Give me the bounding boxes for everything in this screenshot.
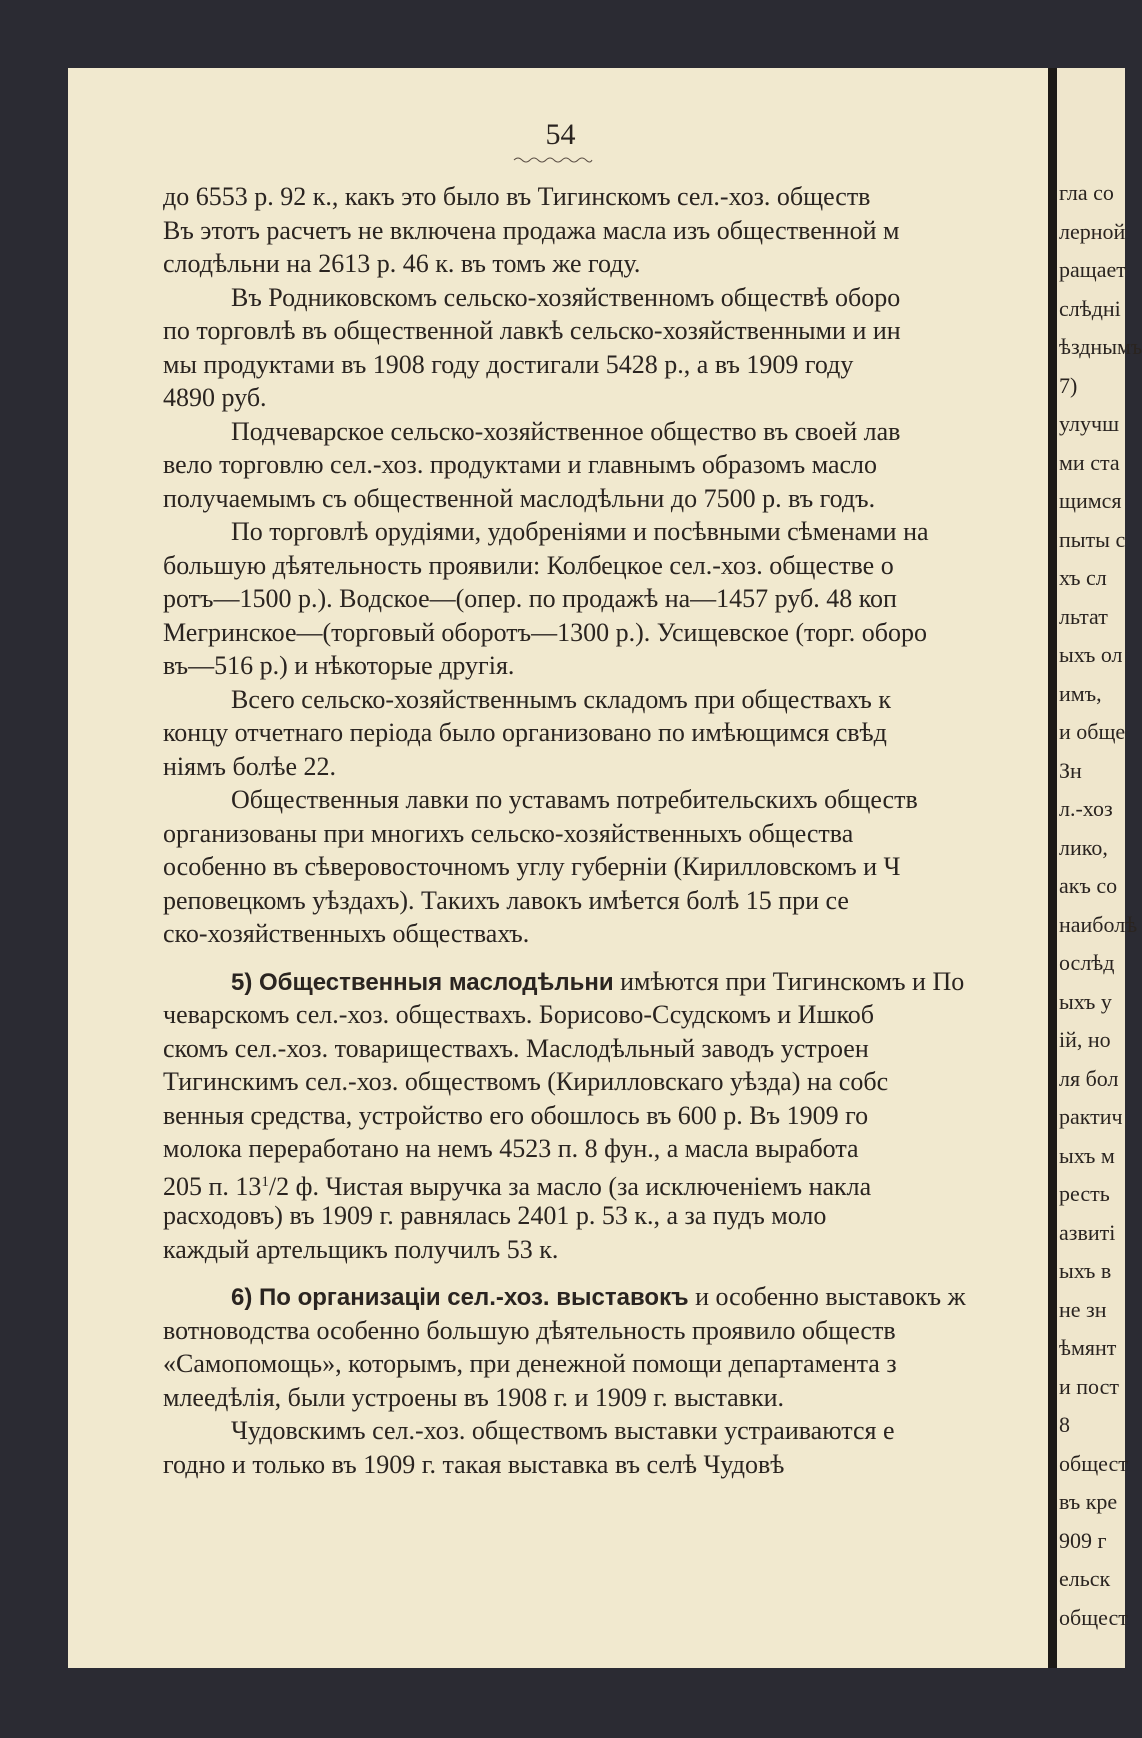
page-number: 54 xyxy=(545,118,576,151)
section-5-lines-2 xyxy=(163,1199,1043,1266)
text-line: каждый артельщикъ получилъ 53 к. xyxy=(163,1234,559,1264)
adjacent-page-fragment: рактич xyxy=(1059,1104,1123,1129)
adjacent-page-edge xyxy=(1057,68,1142,1668)
section-6-indent-lines xyxy=(163,1414,1043,1448)
adjacent-page-fragment: ресть xyxy=(1059,1181,1110,1206)
adjacent-page-fragment: гла со xyxy=(1059,180,1114,205)
adjacent-page-fragment: имъ, xyxy=(1059,680,1102,706)
adjacent-page-fragment: улучш xyxy=(1059,411,1120,436)
text-line: мы продуктами въ 1908 году достигали 5428 р., а въ 1909 году xyxy=(163,349,854,379)
adjacent-page-fragment: общест xyxy=(1059,1450,1128,1476)
adjacent-page-fragment: ыхъ м xyxy=(1059,1142,1115,1168)
adjacent-page-fragment: азвиті xyxy=(1059,1219,1116,1245)
text-line: скомъ сел.-хоз. товариществахъ. Маслодѣльный заводъ устроен xyxy=(163,1033,869,1063)
fraction-pre: 205 п. 13 xyxy=(163,1171,262,1201)
adjacent-page-fragment: общест xyxy=(1059,1604,1128,1630)
adjacent-page-fragment: Зн xyxy=(1059,757,1082,783)
book-spine xyxy=(1048,68,1057,1668)
text-line: до 6553 р. 92 к., какъ это было въ Тигинскомъ сел.-хоз. обществ xyxy=(163,182,871,211)
text-line: Подчеварское сельско-хозяйственное общество въ своей лав xyxy=(231,416,901,446)
fraction-sup: 1 xyxy=(261,1173,269,1190)
text-line: слодѣльни на 2613 р. 46 к. въ томъ же году. xyxy=(163,249,641,278)
text-line: въ—516 р.) и нѣкоторые другія. xyxy=(163,651,515,680)
text-line: венныя средства, устройство его обошлось въ 600 р. Въ 1909 го xyxy=(163,1100,869,1130)
adjacent-page-fragment: слѣдні xyxy=(1059,295,1121,321)
adjacent-page-fragment: ѣзднымъ xyxy=(1059,334,1142,359)
text-line: концу отчетнаго періода было организовано по имѣющимся свѣд xyxy=(163,718,887,747)
adjacent-page-fragment: л.-хоз xyxy=(1059,796,1113,821)
text-line: по торговлѣ въ общественной лавкѣ сельско-хозяйственными и ин xyxy=(163,316,901,345)
adjacent-page-fragment: и обще xyxy=(1059,719,1126,744)
adjacent-page-fragment: ыхъ в xyxy=(1059,1258,1112,1283)
adjacent-page-fragment: въ кре xyxy=(1059,1489,1118,1514)
text-line: расходовъ) въ 1909 г. равнялась 2401 р. 53 к., а за пудъ моло xyxy=(163,1201,827,1230)
section-5-first-line xyxy=(163,965,1043,999)
text-line: получаемымъ съ общественной маслодѣльни до 7500 р. въ годъ. xyxy=(163,483,876,513)
section-5-lines xyxy=(163,998,1043,1166)
adjacent-page-fragment: щимся xyxy=(1059,488,1122,513)
adjacent-page-fragment: хъ сл xyxy=(1059,565,1107,590)
text-line: организованы при многихъ сельско-хозяйственныхъ общества xyxy=(163,818,854,848)
adjacent-page-fragment: ѣмянт xyxy=(1059,1335,1117,1360)
text-line: Чудовскимъ сел.-хоз. обществомъ выставки устраиваются е xyxy=(231,1416,895,1445)
section-6-first-rest: и особенно выставокъ ж xyxy=(688,1282,966,1311)
text-line: Въ Родниковскомъ сельско-хозяйственномъ обществѣ оборо xyxy=(231,282,901,312)
text-line: ніямъ болѣе 22. xyxy=(163,751,337,781)
text-line: 4890 руб. xyxy=(163,383,267,412)
adjacent-page-fragment: ельск xyxy=(1059,1566,1111,1591)
section-6-heading: 6) По организаціи сел.-хоз. выставокъ xyxy=(231,1284,689,1311)
text-line: вело торговлю сел.-хоз. продуктами и главнымъ образомъ масло xyxy=(163,450,878,479)
adjacent-page-fragment: 909 г xyxy=(1059,1527,1107,1553)
adjacent-page-fragment: 7) xyxy=(1059,372,1078,398)
text-line: годно и только въ 1909 г. такая выставка въ селѣ Чудовѣ xyxy=(163,1449,785,1479)
text-line: Общественныя лавки по уставамъ потребительскихъ обществ xyxy=(231,785,918,814)
fraction-post: /2 ф. Чистая выручка за масло (за исключеніемъ накла xyxy=(268,1171,872,1201)
text-line: молока переработано на немъ 4523 п. 8 фун., а масла выработа xyxy=(163,1134,859,1163)
section-gap-2 xyxy=(163,1266,1043,1280)
adjacent-page-fragment: ля бол xyxy=(1059,1065,1119,1091)
adjacent-page-fragment: наиболѣ xyxy=(1059,911,1138,937)
text-line: ско-хозяйственныхъ обществахъ. xyxy=(163,919,530,948)
text-line: млеедѣлія, были устроены въ 1908 г. и 1909 г. выставки. xyxy=(163,1382,784,1412)
adjacent-page-fragment: ій, но xyxy=(1059,1027,1111,1052)
adjacent-page-fragment: лико, xyxy=(1059,834,1108,860)
text-line: Тигинскимъ сел.-хоз. обществомъ (Кирилловскаго уѣзда) на собс xyxy=(163,1067,889,1096)
text-line: чеварскомъ сел.-хоз. обществахъ. Борисово-Ссудскомъ и Ишкоб xyxy=(163,1000,875,1029)
text-line: По торговлѣ орудіями, удобреніями и посѣвными сѣменами на xyxy=(231,517,929,546)
section-6-lines xyxy=(163,1314,1043,1415)
ornament-squiggle-icon xyxy=(514,156,592,164)
adjacent-page-fragment: ми ста xyxy=(1059,449,1120,475)
text-line: реповецкомъ уѣздахъ). Такихъ лавокъ имѣется болѣ 15 при се xyxy=(163,885,849,915)
adjacent-page-fragment: акъ со xyxy=(1059,873,1118,898)
text-line: Мегринское—(торговый оборотъ—1300 р.). Усищевское (торг. оборо xyxy=(163,617,927,647)
section-5-fraction-line xyxy=(163,1166,1043,1200)
adjacent-page-fragment: ыхъ у xyxy=(1059,988,1112,1014)
adjacent-page-fragment: льтат xyxy=(1059,603,1108,629)
paragraph-block xyxy=(163,180,1043,951)
text-line: большую дѣятельность проявили: Колбецкое сел.-хоз. обществе о xyxy=(163,550,894,580)
section-6-last-lines xyxy=(163,1448,1043,1482)
section-5-first-rest: имѣются при Тигинскомъ и По xyxy=(613,966,965,996)
book-page xyxy=(68,68,1053,1668)
text-line: ротъ—1500 р.). Водское—(опер. по продажѣ на—1457 руб. 48 коп xyxy=(163,584,897,613)
text-line: «Самопомощь», которымъ, при денежной помощи департамента з xyxy=(163,1349,897,1378)
text-line: особенно въ сѣверовосточномъ углу губерніи (Кирилловскомъ и Ч xyxy=(163,852,901,881)
adjacent-page-fragment: ращает xyxy=(1059,257,1126,282)
text-line: Всего сельско-хозяйственнымъ складомъ при обществахъ к xyxy=(231,684,891,714)
adjacent-page-fragment: 8 xyxy=(1059,1412,1070,1437)
section-gap xyxy=(163,951,1043,965)
adjacent-page-fragment: пыты с xyxy=(1059,526,1126,552)
text-line: Въ этотъ расчетъ не включена продажа масла изъ общественной м xyxy=(163,215,900,245)
adjacent-page-fragment: и пост xyxy=(1059,1373,1119,1399)
adjacent-page-fragment: ослѣд xyxy=(1059,950,1115,975)
body-text xyxy=(163,180,1043,1481)
adjacent-page-fragment: ыхъ ол xyxy=(1059,642,1123,667)
adjacent-page-fragment: лерной xyxy=(1059,218,1126,244)
adjacent-page-fragment: не зн xyxy=(1059,1296,1107,1322)
section-6-first-line xyxy=(163,1280,1043,1314)
text-line: вотноводства особенно большую дѣятельность проявило обществ xyxy=(163,1315,896,1345)
section-5-heading: 5) Общественныя маслодѣльни xyxy=(231,968,614,996)
